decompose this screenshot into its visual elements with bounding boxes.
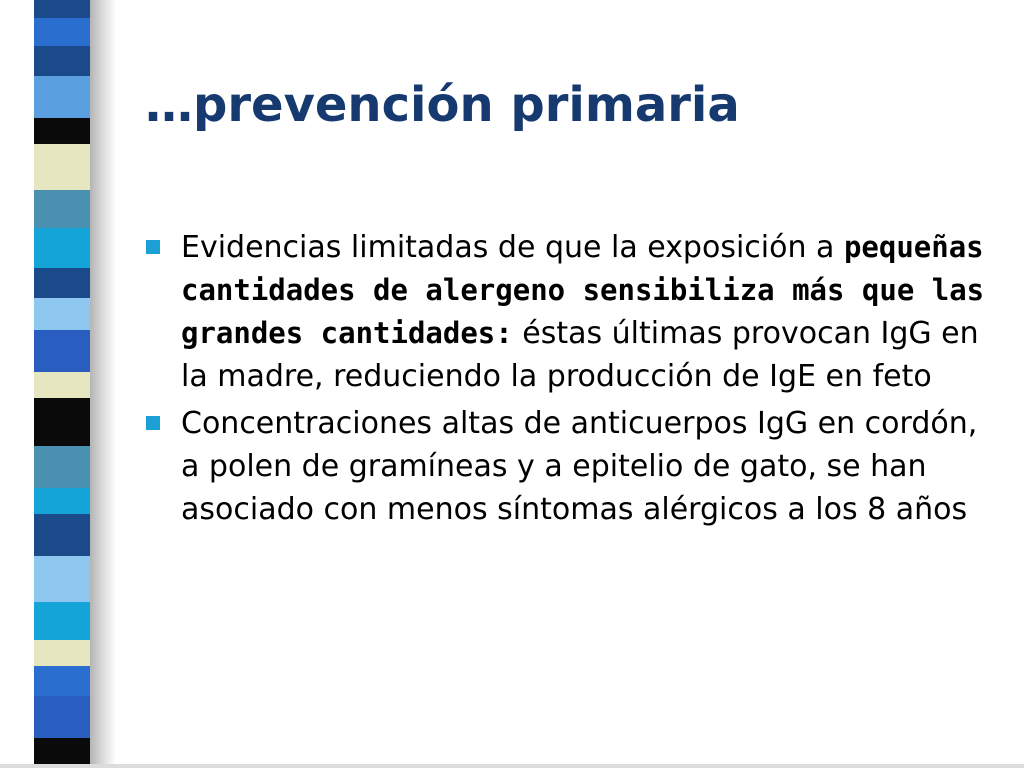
decorative-stripe [34,0,90,18]
decorative-stripe [34,640,90,666]
decorative-bottom-line [0,764,1024,768]
bullet-item [145,226,995,398]
decorative-stripe [34,298,90,330]
bullet-list [145,226,995,535]
bullet-text: Concentraciones altas de anticuerpos IgG en cordón, a polen de gramíneas y a epitelio de gato, se han asociado con menos síntomas alérgicos a los 8 años [181,406,978,527]
decorative-stripe [34,556,90,602]
decorative-stripe-bar [34,0,90,768]
decorative-stripe [34,330,90,372]
decorative-stripe [34,446,90,488]
decorative-stripe [34,488,90,514]
decorative-stripe [34,666,90,696]
decorative-stripe [34,228,90,268]
slide-title: …prevención primaria [145,77,740,133]
decorative-stripe [34,190,90,228]
decorative-shadow [90,0,116,768]
decorative-stripe [34,76,90,118]
decorative-stripe [34,514,90,556]
decorative-stripe [34,118,90,144]
square-bullet-icon [146,416,160,430]
decorative-stripe [34,602,90,640]
decorative-stripe [34,144,90,190]
square-bullet-icon [146,240,160,254]
bullet-bold-text: pequeñas cantidades de alergeno sensibiliza más que las grandes cantidades: [181,230,985,350]
decorative-stripe [34,696,90,738]
decorative-stripe [34,18,90,46]
bullet-item [145,402,995,531]
decorative-stripe [34,372,90,398]
decorative-stripe [34,398,90,446]
decorative-stripe [34,268,90,298]
bullet-text: Evidencias limitadas de que la exposición a [181,230,844,265]
bullet-text: éstas últimas provocan IgG en la madre, reduciendo la producción de IgE en feto [181,316,979,394]
decorative-stripe [34,46,90,76]
